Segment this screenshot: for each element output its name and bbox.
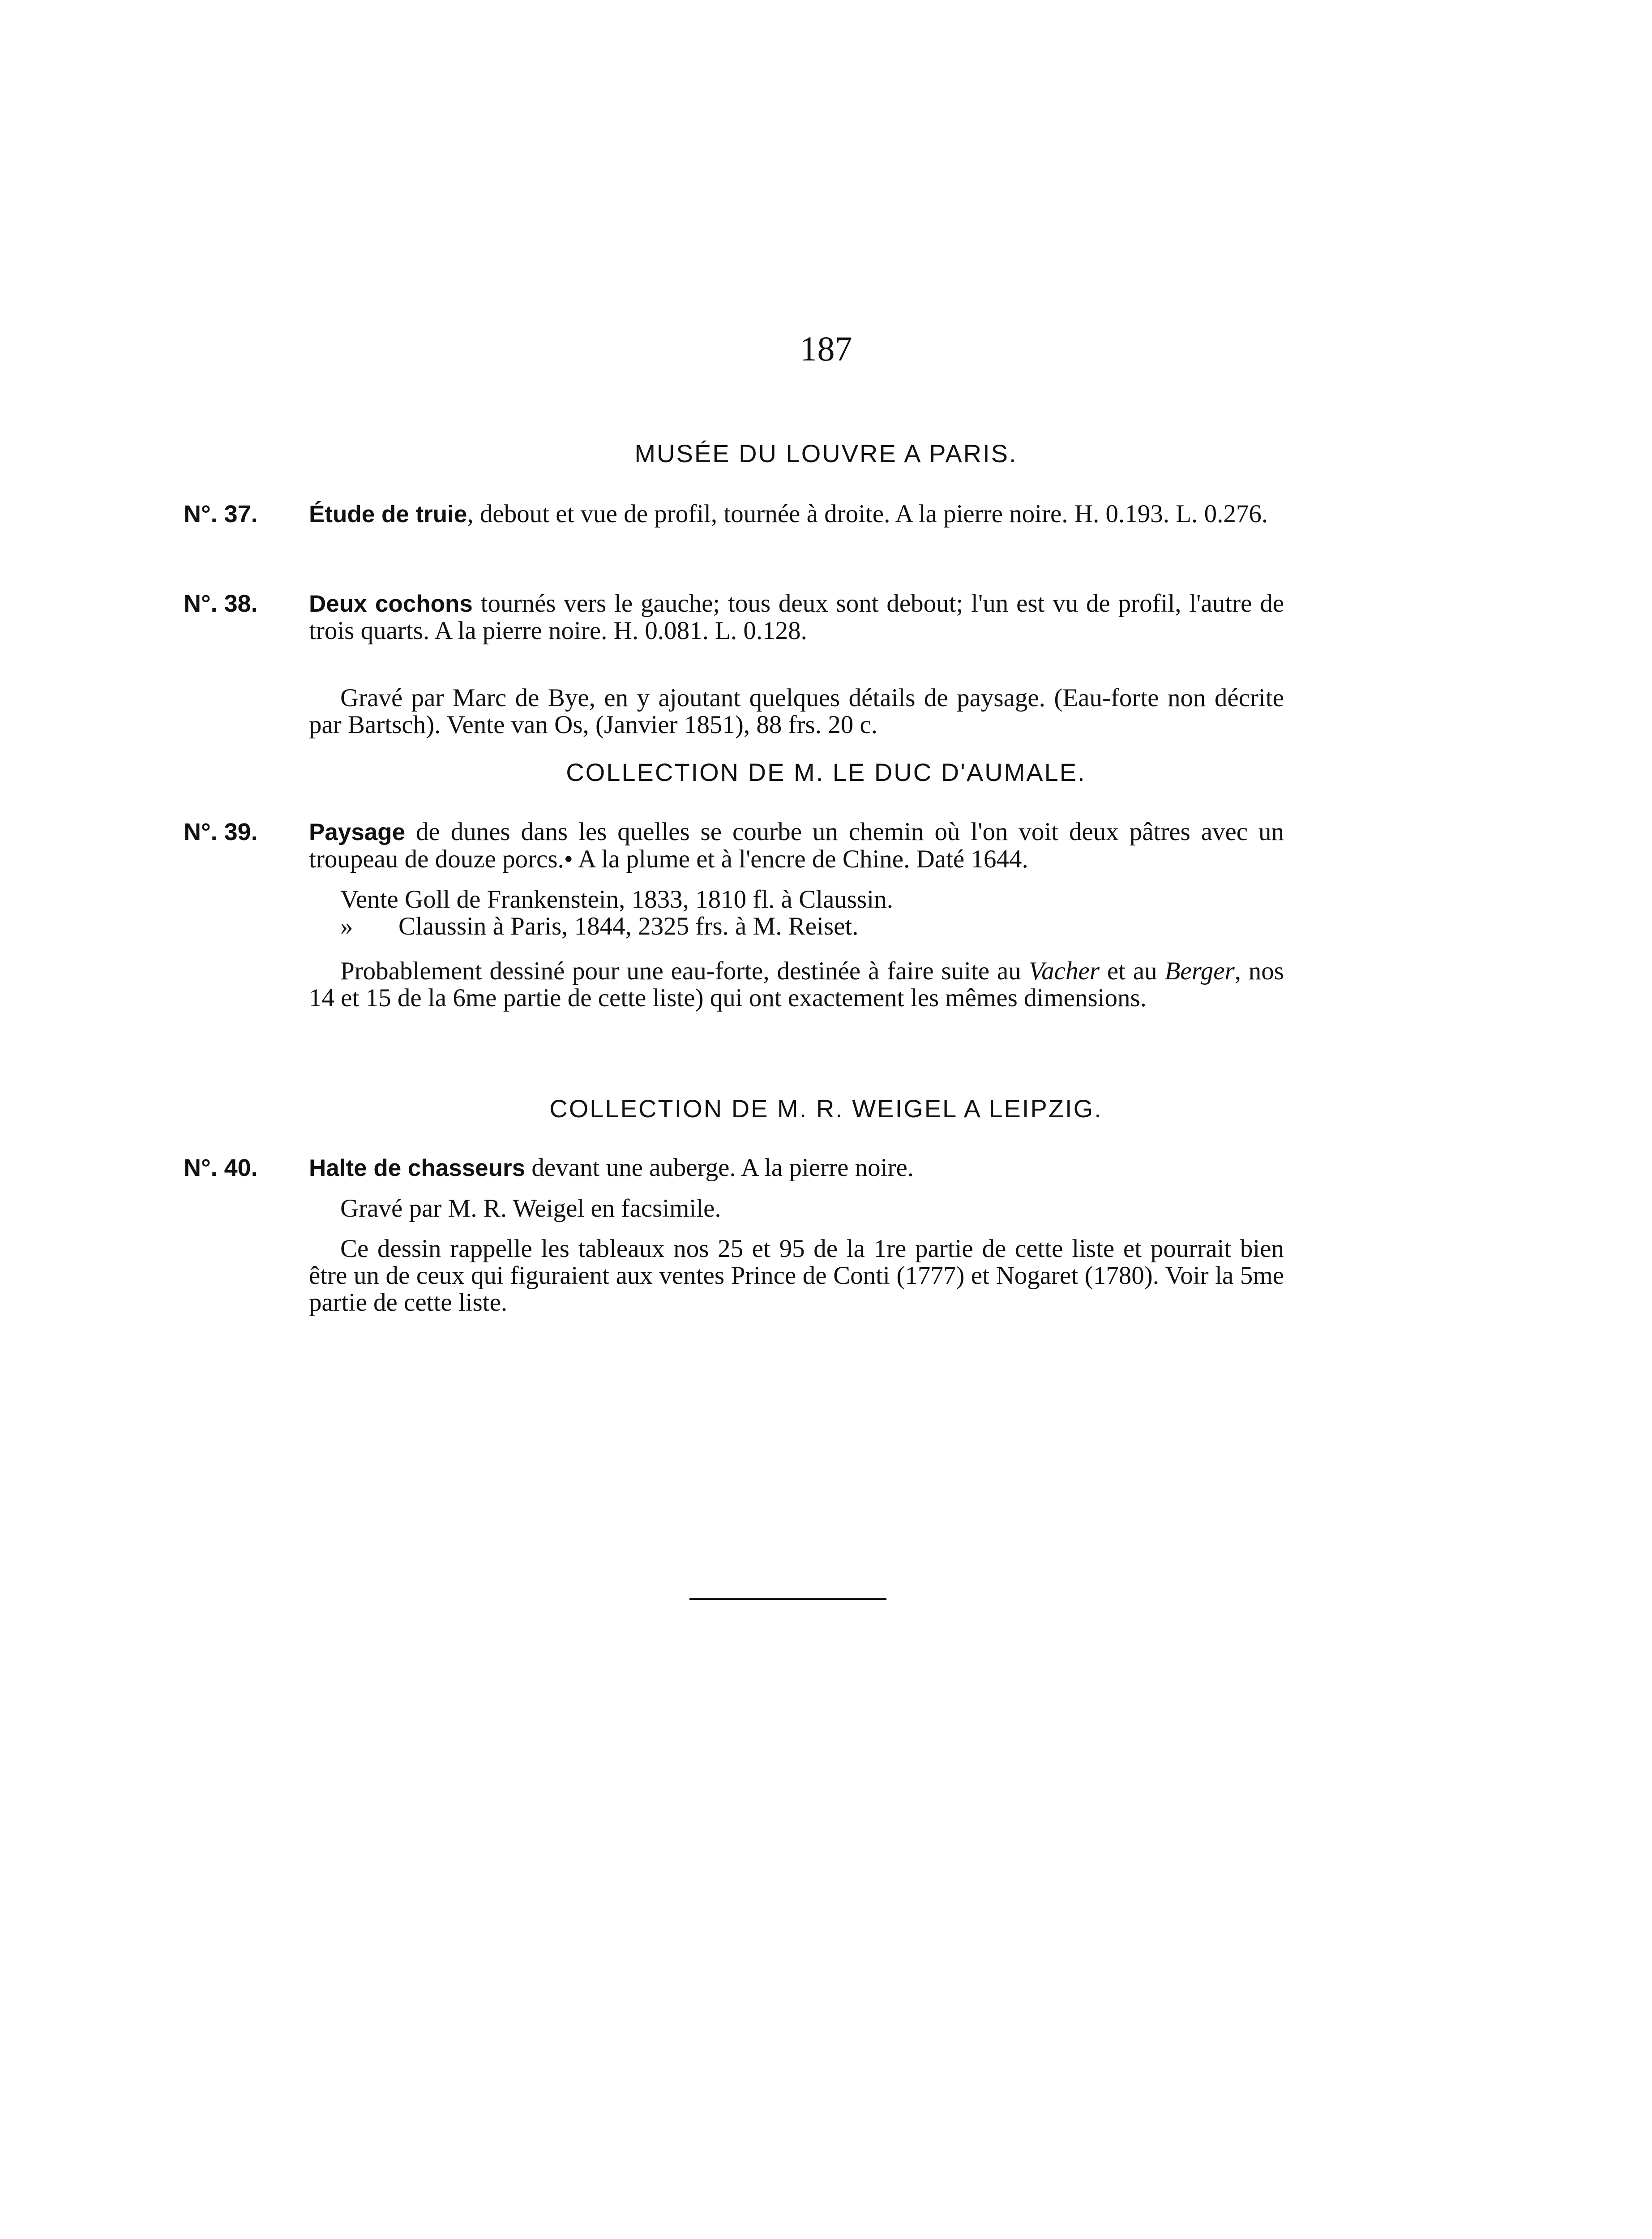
- entry-text: , debout et vue de profil, tournée à droite. A la pierre noire. H. 0.193. L. 0.276.: [467, 500, 1268, 528]
- entry-title: Étude de truie: [309, 501, 467, 528]
- entry-title: Halte de chasseurs: [309, 1155, 526, 1181]
- catalogue-entry: [184, 819, 1285, 1012]
- entry-note: [309, 658, 1284, 738]
- work-title: Vacher: [1028, 957, 1100, 985]
- entry-description: [309, 590, 1284, 644]
- section-title-weigel: COLLECTION DE M. R. WEIGEL A LEIPZIG.: [549, 1094, 1103, 1123]
- entry-title: Paysage: [309, 819, 406, 845]
- entry-text: devant une auberge. A la pierre noire.: [525, 1154, 914, 1182]
- entry-body: [309, 819, 1284, 1012]
- ditto-mark: »: [340, 912, 353, 940]
- end-rule: [689, 1598, 886, 1600]
- entry-number: N°. 38.: [184, 590, 258, 617]
- entry-title: Deux cochons: [309, 591, 473, 617]
- entry-body: [309, 501, 1284, 528]
- catalogue-entry: [184, 1154, 1285, 1316]
- entry-body: [309, 590, 1284, 644]
- catalogue-entry: [184, 590, 1285, 738]
- entry-note-text: Gravé par Marc de Bye, en y ajoutant quelques détails de paysage. (Eau-forte non décrite par Bartsch). Vente van Os, (Janvier 1851), 88 frs. 20 c.: [309, 684, 1284, 739]
- entry-description: [309, 1154, 1284, 1182]
- sale-line: [309, 913, 1284, 940]
- engraving-note: Gravé par M. R. Weigel en facsimile.: [340, 1194, 721, 1222]
- entry-number: N°. 39.: [184, 819, 258, 845]
- entry-note: Probablement dessiné pour une eau-forte, destinée à faire suite au Vacher et au Berger, nos 14 et 15 de la 6me partie de cette liste) qui ont exactement les mêmes dimensions.: [309, 957, 1284, 1012]
- section-title-louvre: MUSÉE DU LOUVRE A PARIS.: [634, 439, 1018, 468]
- sales-list: [309, 886, 1284, 940]
- page-number: 187: [800, 329, 852, 368]
- entry-number: N°. 37.: [184, 501, 258, 528]
- entry-body: [309, 1154, 1284, 1316]
- catalogue-entry: [184, 501, 1285, 528]
- entry-description: [309, 501, 1284, 528]
- entry-text: de dunes dans les quelles se courbe un chemin où l'on voit deux pâtres avec un troupeau de douze porcs.• A la plume et à l'encre de Chine. Daté 1644.: [309, 818, 1284, 873]
- entry-number: N°. 40.: [184, 1154, 258, 1181]
- entry-note: Ce dessin rappelle les tableaux nos 25 et 95 de la 1re partie de cette liste et pourrait bien être un de ceux qui figuraient aux ventes Prince de Conti (1777) et Nogaret (1780). Voir la 5me partie de cette liste.: [309, 1235, 1284, 1317]
- entry-text: tournés vers le gauche; tous deux sont debout; l'un est vu de profil, l'autre de trois quarts. A la pierre noire. H. 0.081. L. 0.128.: [309, 589, 1284, 645]
- entry-description: [309, 819, 1284, 873]
- work-title: Berger: [1164, 957, 1235, 985]
- sale-line: Vente Goll de Frankenstein, 1833, 1810 fl. à Claussin.: [340, 885, 893, 914]
- section-title-aumale: COLLECTION DE M. LE DUC D'AUMALE.: [566, 758, 1086, 786]
- sale-line-text: Claussin à Paris, 1844, 2325 frs. à M. Reiset.: [398, 912, 859, 940]
